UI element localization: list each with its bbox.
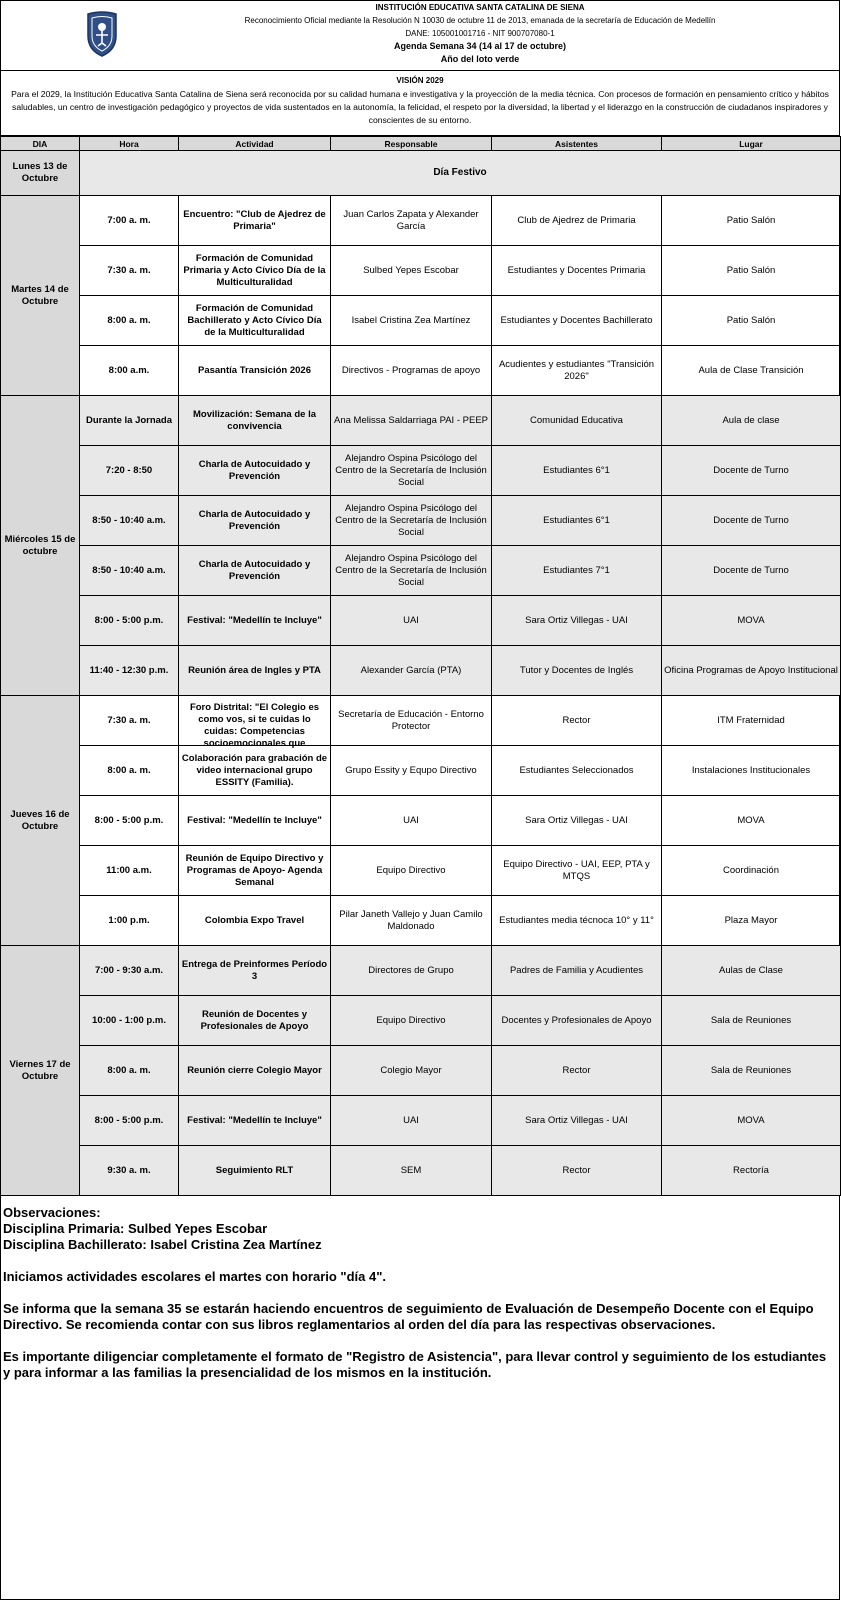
table-row	[1, 746, 841, 796]
asistentes-cell: Docentes y Profesionales de Apoyo	[492, 996, 662, 1046]
lugar-cell: Docente de Turno	[662, 496, 841, 546]
table-row	[1, 1046, 841, 1096]
institution-name: INSTITUCIÓN EDUCATIVA SANTA CATALINA DE SIENA	[375, 3, 585, 12]
lugar-cell: Sala de Reuniones	[662, 1046, 841, 1096]
table-row	[1, 151, 841, 196]
day-cell-miercoles: Miércoles 15 de octubre	[1, 396, 80, 696]
discipline-primaria: Disciplina Primaria: Sulbed Yepes Escobar	[3, 1221, 268, 1236]
hora-cell: 8:00 a.m.	[80, 346, 179, 396]
hora-cell: 1:00 p.m.	[80, 896, 179, 946]
actividad-cell: Reunión área de Ingles y PTA	[179, 646, 331, 696]
lugar-cell: Plaza Mayor	[662, 896, 841, 946]
actividad-cell: Formación de Comunidad Primaria y Acto Cívico Día de la Multiculturalidad	[179, 246, 331, 296]
actividad-cell: Formación de Comunidad Bachillerato y Acto Cívico Día de la Multiculturalidad	[179, 296, 331, 346]
hora-cell: 8:00 - 5:00 p.m.	[80, 1096, 179, 1146]
table-row	[1, 496, 841, 546]
responsable-cell: Directores de Grupo	[331, 946, 492, 996]
responsable-cell: SEM	[331, 1146, 492, 1196]
lugar-cell: MOVA	[662, 1096, 841, 1146]
responsable-cell: Equipo Directivo	[331, 996, 492, 1046]
col-header-hora: Hora	[80, 137, 179, 151]
hora-cell: 8:50 - 10:40 a.m.	[80, 546, 179, 596]
asistentes-cell: Club de Ajedrez de Primaria	[492, 196, 662, 246]
responsable-cell: Alexander García (PTA)	[331, 646, 492, 696]
asistentes-cell: Rector	[492, 696, 662, 746]
responsable-cell: Grupo Essity y Equpo Directivo	[331, 746, 492, 796]
responsable-cell: Secretaría de Educación - Entorno Protector	[331, 696, 492, 746]
col-header-dia: DIA	[1, 137, 80, 151]
asistentes-cell: Rector	[492, 1046, 662, 1096]
actividad-cell: Charla de Autocuidado y Prevención	[179, 496, 331, 546]
asistentes-cell: Sara Ortiz Villegas - UAI	[492, 796, 662, 846]
asistentes-cell: Equipo Directivo - UAI, EEP, PTA y MTQS	[492, 846, 662, 896]
asistentes-cell: Rector	[492, 1146, 662, 1196]
hora-cell: 8:50 - 10:40 a.m.	[80, 496, 179, 546]
hora-cell: 11:00 a.m.	[80, 846, 179, 896]
hora-cell: 7:30 a. m.	[80, 696, 179, 746]
actividad-cell: Movilización: Semana de la convivencia	[179, 396, 331, 446]
lugar-cell: Instalaciones Institucionales	[662, 746, 841, 796]
responsable-cell: Equipo Directivo	[331, 846, 492, 896]
lugar-cell: Docente de Turno	[662, 446, 841, 496]
responsable-cell: Alejandro Ospina Psicólogo del Centro de la Secretaría de Inclusión Social	[331, 496, 492, 546]
table-row	[1, 646, 841, 696]
observation-evaluation: Se informa que la semana 35 se estarán haciendo encuentros de seguimiento de Evaluación de Desempeño Docente con el Equipo Directivo. Se recomienda contar con sus libros reglamentarios al orden del día para las respectivas observaciones.	[3, 1301, 814, 1332]
hora-cell: 7:00 a. m.	[80, 196, 179, 246]
col-header-responsable: Responsable	[331, 137, 492, 151]
asistentes-cell: Estudiantes media técnoca 10° y 11°	[492, 896, 662, 946]
responsable-cell: Alejandro Ospina Psicólogo del Centro de la Secretaría de Inclusión Social	[331, 446, 492, 496]
actividad-text: Foro Distrital: "El Colegio es como vos, si te cuidas lo cuidas: Competencias socioemocionales que	[189, 701, 320, 749]
holiday-cell: Día Festivo	[80, 151, 841, 196]
actividad-cell: Reunión de Docentes y Profesionales de Apoyo	[179, 996, 331, 1046]
asistentes-cell: Sara Ortiz Villegas - UAI	[492, 596, 662, 646]
asistentes-cell: Estudiantes y Docentes Primaria	[492, 246, 662, 296]
table-row	[1, 296, 841, 346]
actividad-cell: Encuentro: "Club de Ajedrez de Primaria"	[179, 196, 331, 246]
table-row	[1, 896, 841, 946]
col-header-actividad: Actividad	[179, 137, 331, 151]
asistentes-cell: Estudiantes 6°1	[492, 446, 662, 496]
asistentes-cell: Comunidad Educativa	[492, 396, 662, 446]
hora-cell: 8:00 - 5:00 p.m.	[80, 596, 179, 646]
responsable-cell: Juan Carlos Zapata y Alexander García	[331, 196, 492, 246]
responsable-cell: Colegio Mayor	[331, 1046, 492, 1096]
asistentes-cell: Tutor y Docentes de Inglés	[492, 646, 662, 696]
actividad-cell: Reunión cierre Colegio Mayor	[179, 1046, 331, 1096]
observations-title: Observaciones:	[3, 1205, 101, 1220]
hora-cell: 8:00 a. m.	[80, 1046, 179, 1096]
lugar-cell: ITM Fraternidad	[662, 696, 841, 746]
lugar-cell: Patio Salón	[662, 196, 841, 246]
day-cell-martes: Martes 14 de Octubre	[1, 196, 80, 396]
actividad-cell: Colaboración para grabación de video internacional grupo ESSITY (Familia).	[179, 746, 331, 796]
actividad-cell: Charla de Autocuidado y Prevención	[179, 446, 331, 496]
actividad-cell: Entrega de Preinformes Período 3	[179, 946, 331, 996]
actividad-cell	[179, 696, 331, 749]
table-row	[1, 996, 841, 1046]
responsable-cell: Ana Melissa Saldarriaga PAI - PEEP	[331, 396, 492, 446]
asistentes-cell: Estudiantes Seleccionados	[492, 746, 662, 796]
actividad-cell: Seguimiento RLT	[179, 1146, 331, 1196]
table-row	[1, 446, 841, 496]
asistentes-cell: Estudiantes 6°1	[492, 496, 662, 546]
lugar-cell: Aulas de Clase	[662, 946, 841, 996]
asistentes-cell: Acudientes y estudiantes "Transición 2026"	[492, 346, 662, 396]
hora-cell: 8:00 a. m.	[80, 296, 179, 346]
actividad-cell: Reunión de Equipo Directivo y Programas de Apoyo- Agenda Semanal	[179, 846, 331, 896]
vision-text: Para el 2029, la Institución Educativa Santa Catalina de Siena será reconocida por su calidad humana e investigativa y la proyección de la media técnica. Con procesos de formación en pensamiento crítico y hábitos saludables, un centro de investigación pedagógico y proyectos de vida sustentados en la autonomía, la felicidad, el respeto por la diversidad, la libertad y el liderazgo en la construcción de ciudadanos inspiradores y conscientes de su entorno.	[11, 89, 829, 125]
school-shield-icon	[86, 10, 118, 58]
hora-cell: 8:00 - 5:00 p.m.	[80, 796, 179, 846]
table-row	[1, 1096, 841, 1146]
lugar-cell: Aula de Clase Transición	[662, 346, 841, 396]
document-header	[0, 0, 840, 71]
actividad-cell: Colombia Expo Travel	[179, 896, 331, 946]
year-name: Año del loto verde	[440, 54, 520, 64]
hora-cell: 7:30 a. m.	[80, 246, 179, 296]
table-row	[1, 846, 841, 896]
asistentes-cell: Estudiantes 7°1	[492, 546, 662, 596]
hora-cell: 7:20 - 8:50	[80, 446, 179, 496]
responsable-cell: UAI	[331, 596, 492, 646]
responsable-cell: UAI	[331, 1096, 492, 1146]
actividad-cell: Festival: "Medellín te Incluye"	[179, 796, 331, 846]
responsable-cell: Pilar Janeth Vallejo y Juan Camilo Maldonado	[331, 896, 492, 946]
asistentes-cell: Sara Ortiz Villegas - UAI	[492, 1096, 662, 1146]
lugar-cell: Rectoría	[662, 1146, 841, 1196]
table-header-row	[1, 137, 841, 151]
actividad-cell: Pasantía Transición 2026	[179, 346, 331, 396]
hora-cell: 11:40 - 12:30 p.m.	[80, 646, 179, 696]
table-row	[1, 1146, 841, 1196]
lugar-cell: Coordinación	[662, 846, 841, 896]
lugar-cell: Patio Salón	[662, 296, 841, 346]
observations-section	[3, 1205, 833, 1381]
col-header-asistentes: Asistentes	[492, 137, 662, 151]
responsable-cell: UAI	[331, 796, 492, 846]
asistentes-cell: Padres de Familia y Acudientes	[492, 946, 662, 996]
lugar-cell: MOVA	[662, 796, 841, 846]
hora-cell: Durante la Jornada	[80, 396, 179, 446]
lugar-cell: Oficina Programas de Apoyo Institucional	[662, 646, 841, 696]
table-row	[1, 696, 841, 746]
table-row	[1, 946, 841, 996]
responsable-cell: Sulbed Yepes Escobar	[331, 246, 492, 296]
vision-title: VISIÓN 2029	[396, 76, 444, 85]
actividad-cell: Festival: "Medellín te Incluye"	[179, 1096, 331, 1146]
responsable-cell: Isabel Cristina Zea Martínez	[331, 296, 492, 346]
actividad-cell: Festival: "Medellín te Incluye"	[179, 596, 331, 646]
hora-cell: 8:00 a. m.	[80, 746, 179, 796]
lugar-cell: Sala de Reuniones	[662, 996, 841, 1046]
recognition-line: Reconocimiento Oficial mediante la Resolución N 10030 de octubre 11 de 2013, emanada de la secretaría de Educación de Medellín	[244, 16, 716, 25]
table-row	[1, 596, 841, 646]
day-cell-viernes: Viernes 17 de Octubre	[1, 946, 80, 1196]
day-cell-lunes: Lunes 13 de Octubre	[1, 151, 80, 196]
table-row	[1, 396, 841, 446]
lugar-cell: Docente de Turno	[662, 546, 841, 596]
hora-cell: 9:30 a. m.	[80, 1146, 179, 1196]
agenda-title: Agenda Semana 34 (14 al 17 de octubre)	[393, 41, 567, 51]
hora-cell: 7:00 - 9:30 a.m.	[80, 946, 179, 996]
lugar-cell: Aula de clase	[662, 396, 841, 446]
day-cell-jueves: Jueves 16 de Octubre	[1, 696, 80, 946]
actividad-cell: Charla de Autocuidado y Prevención	[179, 546, 331, 596]
responsable-cell: Directivos - Programas de apoyo	[331, 346, 492, 396]
col-header-lugar: Lugar	[662, 137, 841, 151]
table-row	[1, 796, 841, 846]
agenda-table	[0, 136, 841, 1196]
vision-section	[0, 71, 840, 136]
table-row	[1, 546, 841, 596]
table-row	[1, 246, 841, 296]
hora-cell: 10:00 - 1:00 p.m.	[80, 996, 179, 1046]
table-row	[1, 196, 841, 246]
table-row	[1, 346, 841, 396]
dane-line: DANE: 105001001716 - NIT 900707080-1	[405, 29, 555, 38]
observation-attendance: Es importante diligenciar completamente el formato de "Registro de Asistencia", para llevar control y seguimiento de los estudiantes y para informar a las familias la presencialidad de los mismos en la institución.	[3, 1349, 827, 1380]
responsable-cell: Alejandro Ospina Psicólogo del Centro de la Secretaría de Inclusión Social	[331, 546, 492, 596]
observation-start-classes: Iniciamos actividades escolares el martes con horario "día 4".	[3, 1269, 386, 1284]
asistentes-cell: Estudiantes y Docentes Bachillerato	[492, 296, 662, 346]
discipline-bachillerato: Disciplina Bachillerato: Isabel Cristina Zea Martínez	[3, 1237, 322, 1252]
lugar-cell: MOVA	[662, 596, 841, 646]
lugar-cell: Patio Salón	[662, 246, 841, 296]
